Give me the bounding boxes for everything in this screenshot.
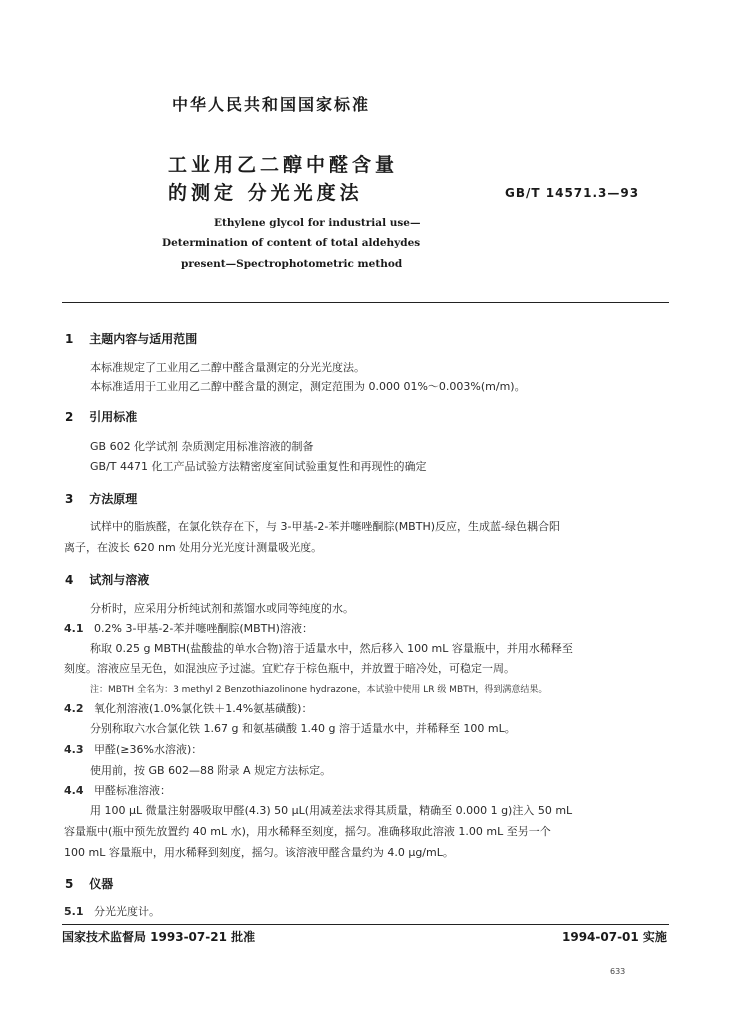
page-number: 633 <box>610 967 626 976</box>
header-divider <box>62 302 669 303</box>
paragraph-line: 用 100 μL 微量注射器吸取甲醛(4.3) 50 μL(用减差法求得其质量，精确至 0.000 1 g)注入 50 mL <box>90 804 573 817</box>
subsection-4-4-heading <box>64 782 171 798</box>
subsection-title: 甲醛标准溶液： <box>94 784 171 797</box>
section-title: 试剂与溶液 <box>89 573 150 587</box>
subsection-4-3-heading <box>64 741 202 757</box>
implementation-date: 1994-07-01 实施 <box>562 930 667 944</box>
reference-line: GB 602 化学试剂 杂质测定用标准溶液的制备 <box>90 440 314 453</box>
paragraph-line: 本标准规定了工业用乙二醇中醛含量测定的分光光度法。 <box>90 361 365 374</box>
section-title: 方法原理 <box>89 492 138 506</box>
standard-code: GB/T 14571.3—93 <box>505 186 640 200</box>
section-2-heading <box>65 408 137 425</box>
section-title: 主题内容与适用范围 <box>89 332 198 346</box>
subsection-number: 4.2 <box>64 702 84 715</box>
note-line: 注：MBTH 全名为：3 methyl 2 Benzothiazolinone hydrazone，本试验中使用 LR 级 MBTH，得到满意结果。 <box>90 685 548 695</box>
title-en-line3: present—Spectrophotometric method <box>181 258 403 270</box>
section-number: 2 <box>65 410 74 424</box>
paragraph-line: 分析时，应采用分析纯试剂和蒸馏水或同等纯度的水。 <box>90 602 354 615</box>
footer-divider <box>62 924 669 925</box>
national-standard-heading: 中华人民共和国国家标准 <box>172 95 371 114</box>
subsection-number: 5.1 <box>64 905 84 918</box>
subsection-number: 4.3 <box>64 743 84 756</box>
paragraph-line: 本标准适用于工业用乙二醇中醛含量的测定，测定范围为 0.000 01%～0.003%(m/m)。 <box>90 380 526 393</box>
paragraph-line: 称取 0.25 g MBTH(盐酸盐的单水合物)溶于适量水中，然后移入 100 mL 容量瓶中，并用水稀释至 <box>90 642 573 655</box>
subsection-number: 4.1 <box>64 622 84 635</box>
paragraph-line: 100 mL 容量瓶中，用水稀释到刻度，摇匀。该溶液甲醛含量约为 4.0 μg/mL。 <box>64 846 454 859</box>
title-zh-line1: 工业用乙二醇中醛含量 <box>168 154 399 176</box>
subsection-number: 4.4 <box>64 784 84 797</box>
paragraph-line: 分别称取六水合氯化铁 1.67 g 和氨基磺酸 1.40 g 溶于适量水中，并稀释至 100 mL。 <box>90 722 516 735</box>
section-title: 仪器 <box>89 877 114 891</box>
subsection-5-1 <box>64 903 160 919</box>
subsection-title: 分光光度计。 <box>94 905 160 918</box>
approval-date: 国家技术监督局 1993-07-21 批准 <box>62 930 256 944</box>
subsection-4-2-heading <box>64 700 312 716</box>
section-number: 3 <box>65 492 74 506</box>
title-en-line1: Ethylene glycol for industrial use— <box>214 217 421 229</box>
subsection-title: 0.2% 3-甲基-2-苯并噻唑酮腙(MBTH)溶液： <box>94 622 313 635</box>
subsection-title: 甲醛(≥36%水溶液)： <box>94 743 203 756</box>
paragraph-line: 容量瓶中(瓶中预先放置约 40 mL 水)，用水稀释至刻度，摇匀。准确移取此溶液 1.00 mL 至另一个 <box>64 825 551 838</box>
paragraph-line: 试样中的脂族醛，在氯化铁存在下，与 3-甲基-2-苯并噻唑酮腙(MBTH)反应，生成蓝-绿色耦合阳 <box>90 520 560 533</box>
reference-line: GB/T 4471 化工产品试验方法精密度室间试验重复性和再现性的确定 <box>90 460 427 473</box>
section-number: 4 <box>65 573 74 587</box>
paragraph-line: 使用前，按 GB 602—88 附录 A 规定方法标定。 <box>90 764 332 777</box>
paragraph-line: 离子，在波长 620 nm 处用分光光度计测量吸光度。 <box>64 541 323 554</box>
section-3-heading <box>65 490 137 507</box>
title-zh-line2: 的测定 分光光度法 <box>168 182 363 204</box>
section-number: 5 <box>65 877 74 891</box>
section-title: 引用标准 <box>89 410 138 424</box>
subsection-title: 氧化剂溶液(1.0%氯化铁＋1.4%氨基磺酸)： <box>94 702 313 715</box>
paragraph-line: 刻度。溶液应呈无色，如混浊应予过滤。宜贮存于棕色瓶中，并放置于暗冷处，可稳定一周。 <box>64 662 515 675</box>
section-1-heading <box>65 330 197 347</box>
section-number: 1 <box>65 332 74 346</box>
section-4-heading <box>65 571 149 588</box>
subsection-4-1-heading <box>64 620 313 636</box>
section-5-heading <box>65 875 113 892</box>
title-en-line2: Determination of content of total aldehydes <box>162 237 421 249</box>
